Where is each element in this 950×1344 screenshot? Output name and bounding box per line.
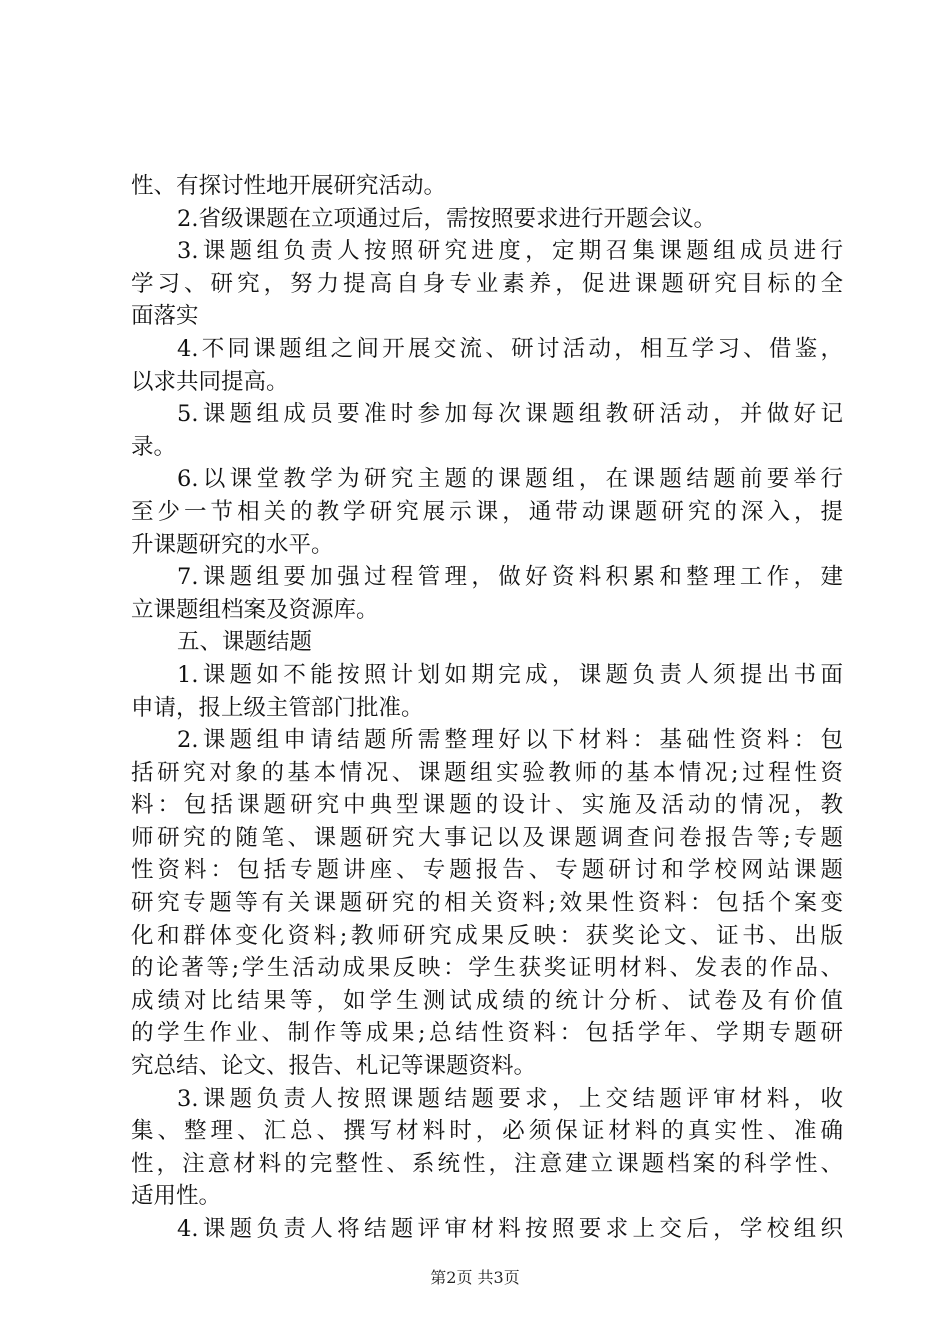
text-line: 7.课题组要加强过程管理，做好资料积累和整理工作，建: [177, 564, 843, 591]
text-line: 的学生作业、制作等成果;总结性资料：包括学年、学期专题研: [131, 1020, 843, 1047]
text-line: 2.课题组申请结题所需整理好以下材料：基础性资料：包: [177, 727, 843, 754]
text-line: 立课题组档案及资源库。: [131, 596, 379, 623]
text-line: 性、有探讨性地开展研究活动。: [131, 173, 447, 199]
text-line: 4.课题负责人将结题评审材料按照要求上交后，学校组织: [177, 1216, 843, 1242]
text-line: 性资料：包括专题讲座、专题报告、专题研讨和学校网站课题: [131, 857, 843, 884]
text-line: 3.课题组负责人按照研究进度，定期召集课题组成员进行: [177, 238, 843, 265]
text-line: 的论著等;学生活动成果反映：学生获奖证明材料、发表的作品、: [131, 955, 843, 982]
text-line: 集、整理、汇总、撰写材料时，必须保证材料的真实性、准确: [131, 1118, 843, 1145]
text-line: 研究专题等有关课题研究的相关资料;效果性资料：包括个案变: [131, 890, 843, 917]
text-line: 学习、研究，努力提高自身专业素养，促进课题研究目标的全: [131, 270, 843, 297]
text-line: 3.课题负责人按照课题结题要求，上交结题评审材料，收: [177, 1085, 843, 1112]
text-line: 录。: [131, 433, 177, 460]
text-line: 1.课题如不能按照计划如期完成，课题负责人须提出书面: [177, 661, 843, 688]
text-line: 申请，报上级主管部门批准。: [131, 694, 424, 721]
text-line: 6.以课堂教学为研究主题的课题组，在课题结题前要举行: [177, 466, 843, 493]
text-line: 2.省级课题在立项通过后，需按照要求进行开题会议。: [177, 205, 716, 232]
text-line: 升课题研究的水平。: [131, 531, 334, 558]
text-line: 师研究的随笔、课题研究大事记以及课题调查问卷报告等;专题: [131, 824, 843, 851]
text-line: 5.课题组成员要准时参加每次课题组教研活动，并做好记: [177, 401, 843, 428]
text-line: 成绩对比结果等，如学生测试成绩的统计分析、试卷及有价值: [131, 987, 843, 1014]
text-line: 括研究对象的基本情况、课题组实验教师的基本情况;过程性资: [131, 759, 843, 786]
page-number-footer: 第2页 共3页: [430, 1268, 520, 1287]
document-body: [131, 170, 843, 1246]
text-line: 至少一节相关的教学研究展示课，通带动课题研究的深入，提: [131, 498, 843, 525]
text-line: 化和群体变化资料;教师研究成果反映：获奖论文、证书、出版: [131, 922, 843, 949]
text-line: 性，注意材料的完整性、系统性，注意建立课题档案的科学性、: [131, 1150, 843, 1177]
text-line: 面落实: [131, 303, 199, 330]
text-line: 适用性。: [131, 1183, 222, 1210]
section-heading: 五、课题结题: [177, 629, 313, 656]
text-line: 以求共同提高。: [131, 368, 289, 395]
text-line: 4.不同课题组之间开展交流、研讨活动，相互学习、借鉴，: [177, 335, 843, 362]
text-line: 究总结、论文、报告、札记等课题资料。: [131, 1053, 537, 1080]
text-line: 料：包括课题研究中典型课题的设计、实施及活动的情况，教: [131, 792, 843, 819]
